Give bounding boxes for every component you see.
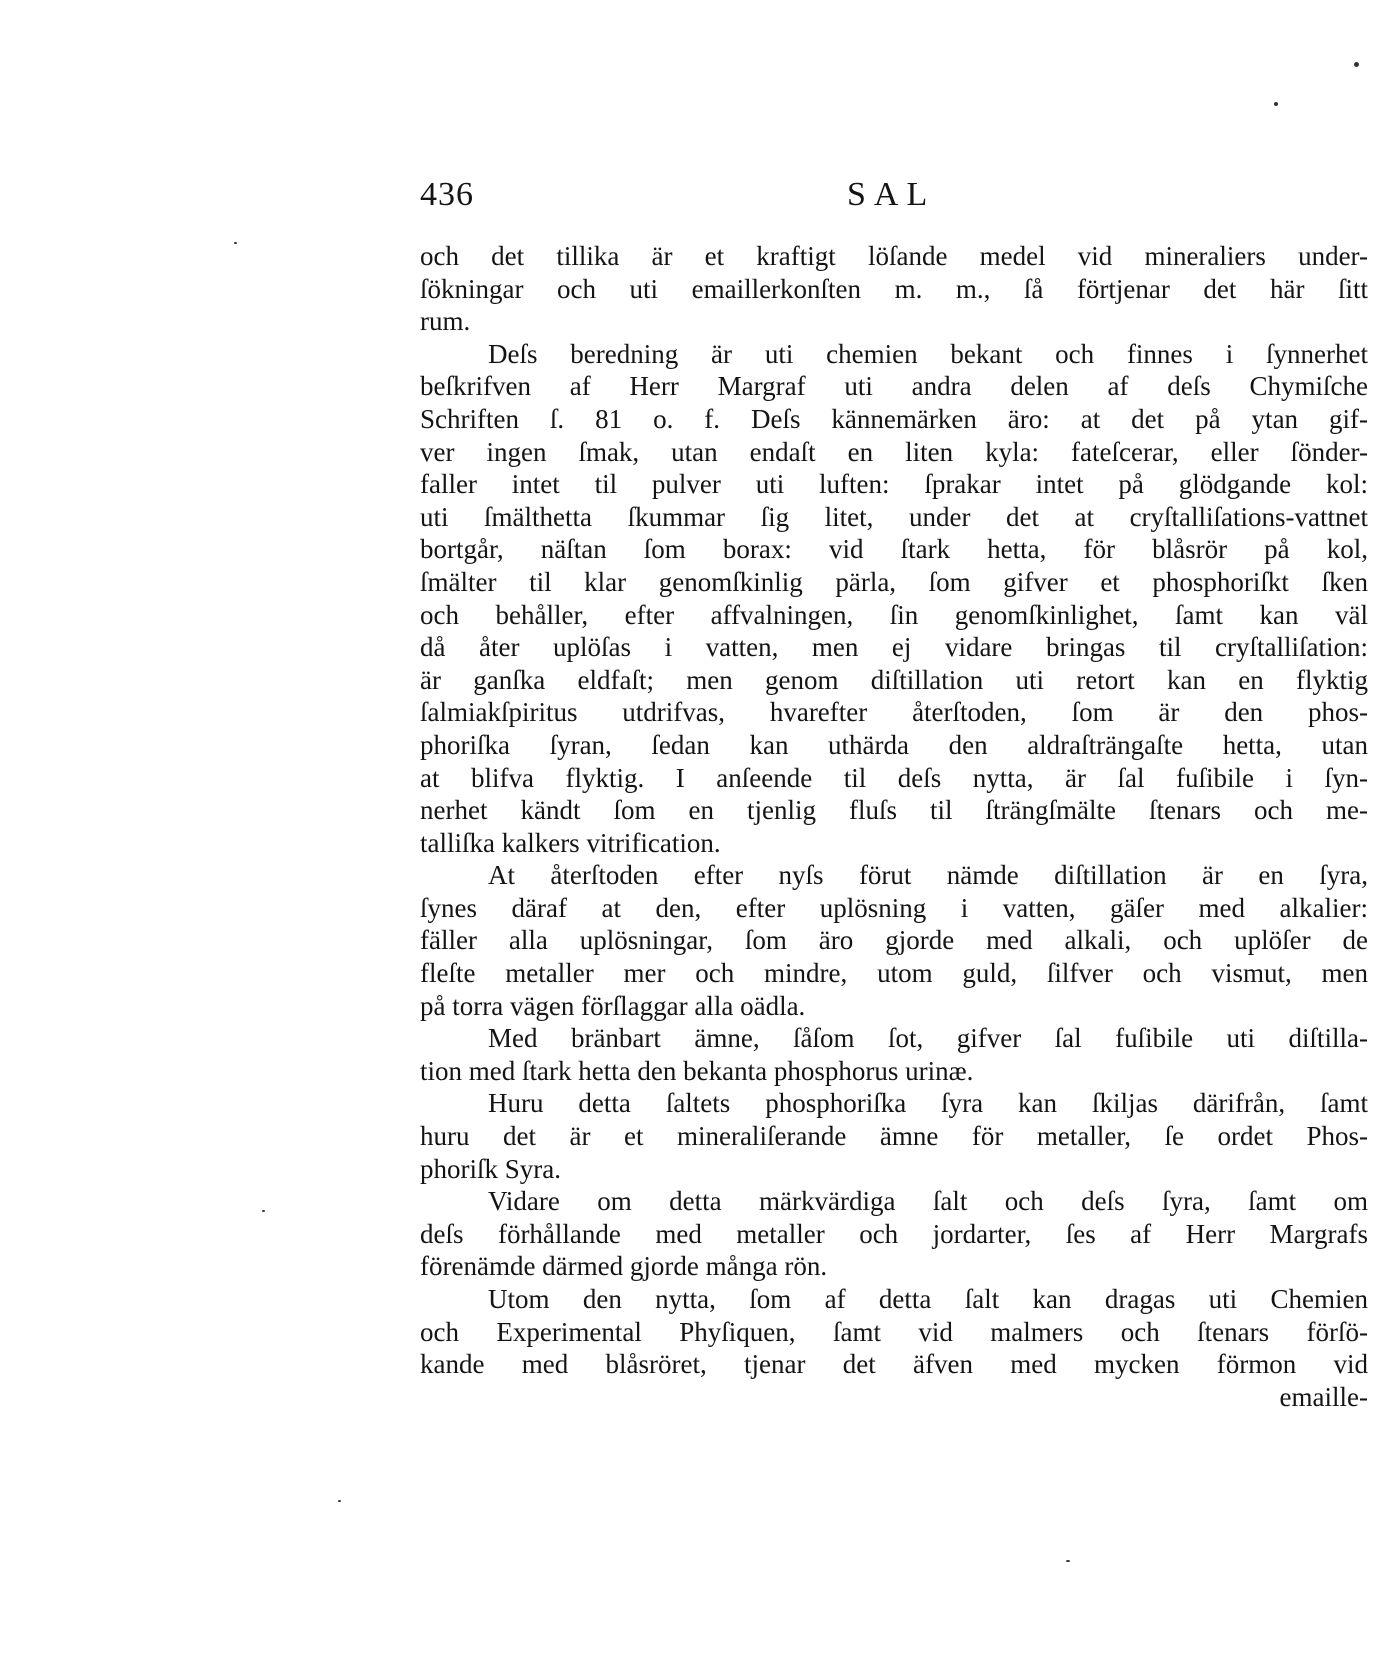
text-line: ſökningar och uti emaillerkonſten m. m., ſå förtjenar det här ſitt — [420, 273, 1368, 304]
running-head: SAL — [847, 176, 936, 213]
body-text — [420, 240, 1368, 1413]
print-speck — [1354, 62, 1359, 67]
text-line: ſmälter til klar genomſkinlig pärla, ſom gifver et phosphoriſkt ſken — [420, 566, 1368, 597]
text-line: Utom den nytta, ſom af detta ſalt kan dragas uti Chemien — [488, 1284, 1368, 1314]
text-line: Schriften ſ. 81 o. f. Deſs kännemärken äro: at det på ytan gif- — [420, 403, 1368, 434]
text-line: tion med ſtark hetta den bekanta phosphorus urinæ. — [420, 1055, 974, 1086]
text-line: ſalmiakſpiritus utdrifvas, hvarefter återſtoden, ſom är den phos- — [420, 697, 1368, 728]
text-line: at blifva flyktig. I anſeende til deſs nytta, är ſal fuſibile i ſyn- — [420, 762, 1368, 793]
text-line: fäller alla uplösningar, ſom äro gjorde med alkali, och uplöſer de — [420, 925, 1368, 956]
text-line: phoriſka ſyran, ſedan kan uthärda den aldraſträngaſte hetta, utan — [420, 729, 1368, 760]
print-speck — [1274, 102, 1278, 106]
text-line: talliſka kalkers vitrification. — [420, 827, 721, 858]
text-line: At återſtoden efter nyſs förut nämde diſtillation är en ſyra, — [488, 860, 1368, 891]
page-header — [420, 176, 1368, 226]
text-line: och Experimental Phyſiquen, ſamt vid malmers och ſtenars förſö- — [420, 1316, 1368, 1347]
text-line: nerhet kändt ſom en tjenlig fluſs til ſträngſmälte ſtenars och me- — [420, 795, 1368, 826]
text-line: ver ingen ſmak, utan endaſt en liten kyla: fateſcerar, eller ſönder- — [420, 436, 1368, 467]
text-line: kande med blåsröret, tjenar det äfven med mycken förmon vid — [420, 1349, 1368, 1380]
text-line: Med bränbart ämne, ſåſom ſot, gifver ſal fuſibile uti diſtilla- — [488, 1023, 1368, 1054]
print-speck — [1066, 1560, 1070, 1562]
text-line: beſkrifven af Herr Margraf uti andra delen af deſs Chymiſche — [420, 371, 1368, 402]
catchword: emaille- — [1279, 1381, 1368, 1412]
text-line: Vidare om detta märkvärdiga ſalt och deſs ſyra, ſamt om — [488, 1186, 1368, 1217]
text-line: då åter uplöſas i vatten, men ej vidare bringas til cryſtalliſation: — [420, 632, 1368, 663]
text-line: är ganſka eldfaſt; men genom diſtillation uti retort kan en flyktig — [420, 664, 1368, 695]
text-line: ſynes däraf at den, efter uplösning i vatten, gäſer med alkalier: — [420, 892, 1368, 923]
text-line: bortgår, näſtan ſom borax: vid ſtark hetta, för blåsrör på kol, — [420, 534, 1368, 565]
page-number: 436 — [420, 176, 474, 213]
text-line: uti ſmälthetta ſkummar ſig litet, under det at cryſtalliſations-vattnet — [420, 501, 1368, 532]
text-line: fleſte metaller mer och mindre, utom guld, ſilfver och vismut, men — [420, 958, 1368, 989]
text-line: faller intet til pulver uti luften: ſprakar intet på glödgande kol: — [420, 469, 1368, 500]
print-speck — [338, 1500, 341, 1502]
text-line: rum. — [420, 306, 471, 337]
print-speck — [262, 1210, 265, 1212]
text-line: Huru detta ſaltets phosphoriſka ſyra kan ſkiljas därifrån, ſamt — [488, 1088, 1368, 1119]
text-line: deſs förhållande med metaller och jordarter, ſes af Herr Margrafs — [420, 1218, 1368, 1249]
text-line: och det tillika är et kraftigt löſande medel vid mineraliers under- — [420, 241, 1368, 271]
text-line: på torra vägen förſlaggar alla oädla. — [420, 990, 806, 1021]
print-speck — [234, 242, 237, 244]
text-line: Deſs beredning är uti chemien bekant och finnes i ſynnerhet — [488, 338, 1368, 369]
text-line: phoriſk Syra. — [420, 1153, 561, 1184]
text-line: och behåller, efter affvalningen, ſin genomſkinlighet, ſamt kan väl — [420, 599, 1368, 630]
text-line: förenämde därmed gjorde många rön. — [420, 1251, 828, 1282]
text-line: huru det är et mineraliſerande ämne för metaller, ſe ordet Phos- — [420, 1121, 1368, 1152]
